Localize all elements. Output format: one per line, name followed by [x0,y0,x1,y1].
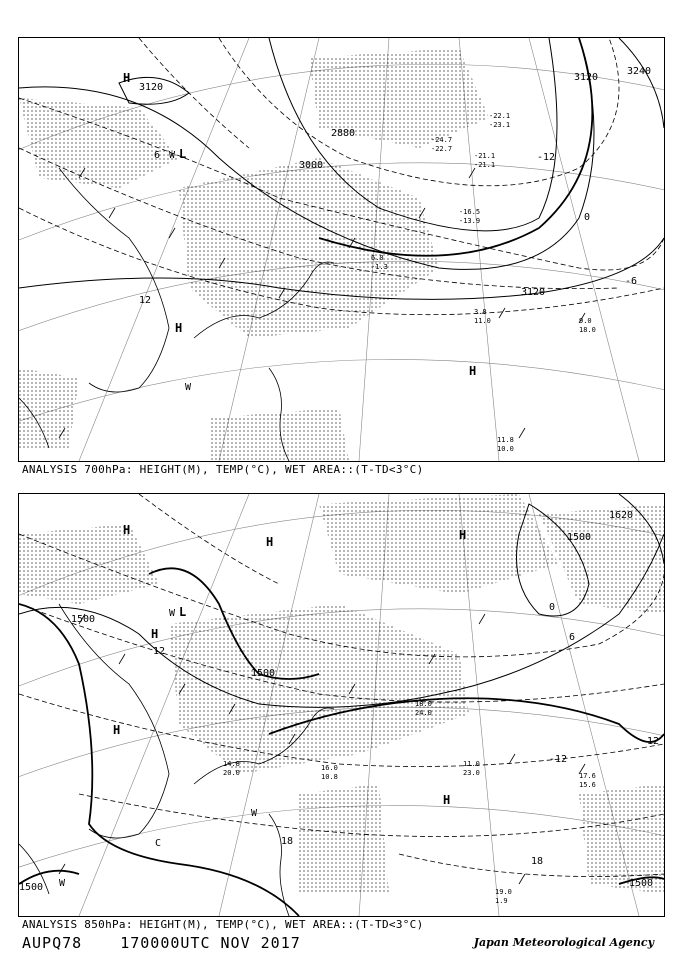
svg-text:9.0: 9.0 [579,317,592,325]
marker-c: C [155,838,162,849]
svg-text:18.0: 18.0 [579,326,596,334]
svg-text:-21.1: -21.1 [474,152,496,160]
height-label: 1620 [609,510,634,521]
svg-text:10.8: 10.8 [321,773,338,781]
map-850hpa [19,494,664,916]
station-plot [474,308,491,325]
svg-text:15.6: 15.6 [579,781,596,789]
height-label: 1500 [71,614,96,625]
station-plot [415,700,432,717]
height-label: 3240 [627,66,652,77]
station-plot [321,764,338,781]
temp-label: 0 [584,212,591,223]
map-panel-700hpa [18,37,665,462]
caption-850hpa: ANALYSIS 850hPa: HEIGHT(M), TEMP(°C), WET AREA::(T-TD<3°C) [22,918,424,931]
height-label: 3120 [574,72,599,83]
svg-text:17.6: 17.6 [579,772,596,780]
high-mark: H [459,528,467,542]
high-mark: H [113,723,121,737]
svg-text:-22.1: -22.1 [489,112,511,120]
height-label: 1500 [629,878,654,889]
chart-time: 170000UTC NOV 2017 [120,934,301,952]
svg-text:-24.7: -24.7 [431,136,453,144]
svg-text:19.0: 19.0 [495,888,512,896]
svg-text:24.0: 24.0 [415,709,432,717]
station-plot [495,888,512,905]
svg-text:11.0: 11.0 [463,760,480,768]
high-mark: H [443,793,451,807]
chart-code: AUPQ78 [22,934,83,952]
svg-text:11.8: 11.8 [497,436,514,444]
station-plot [579,772,596,789]
chart-header [22,934,329,952]
svg-text:-16.5: -16.5 [459,208,481,216]
temp-label: -12 [537,152,556,163]
height-label: 2880 [331,128,356,139]
svg-text:11.0: 11.0 [474,317,491,325]
temp-label: 6 [154,150,161,161]
svg-text:10.0: 10.0 [497,445,514,453]
temp-label: 18 [281,836,294,847]
marker-w: W [169,150,176,161]
temp-label: 0 [549,602,556,613]
marker-w: W [169,608,176,619]
station-plot [497,436,514,453]
svg-text:14.8: 14.8 [223,760,240,768]
high-mark: H [123,523,131,537]
high-mark: H [266,535,274,549]
high-mark: H [175,321,183,335]
svg-text:20.0: 20.0 [223,769,240,777]
svg-text:16.0: 16.0 [321,764,338,772]
svg-text:23.0: 23.0 [463,769,480,777]
caption-700hpa: ANALYSIS 700hPa: HEIGHT(M), TEMP(°C), WET AREA::(T-TD<3°C) [22,463,424,476]
wet-areas [19,48,489,461]
svg-text:1.9: 1.9 [495,897,508,905]
station-plot [579,317,596,334]
svg-text:18.0: 18.0 [415,700,432,708]
height-label: 3000 [299,160,324,171]
low-mark: L [179,147,187,161]
temp-label: -6 [625,276,638,287]
svg-text:-13.9: -13.9 [459,217,481,225]
svg-text:-21.1: -21.1 [474,161,496,169]
station-plot [489,112,510,129]
marker-w: W [251,808,258,819]
map-panel-850hpa [18,493,665,917]
height-label: 1500 [251,668,276,679]
low-mark: L [179,605,187,619]
temp-label: -12 [549,754,568,765]
high-mark: H [151,627,159,641]
high-mark: H [469,364,477,378]
station-plot [431,136,452,153]
height-label: 3120 [139,82,164,93]
map-700hpa [19,38,664,461]
temp-label: 12 [153,646,166,657]
svg-text:3.8: 3.8 [474,308,487,316]
marker-w: W [185,382,192,393]
station-plot [223,760,240,777]
station-plot [474,152,495,169]
agency-name: Japan Meteorological Agency [473,936,654,949]
temp-label: 6 [569,632,576,643]
height-label: 1500 [567,532,592,543]
marker-w: W [59,878,66,889]
station-plot [463,760,480,777]
wet-areas [19,494,664,894]
svg-text:6.0: 6.0 [371,254,384,262]
height-label: 1500 [19,882,44,893]
svg-text:-22.7: -22.7 [431,145,453,153]
temp-label: 12 [139,295,152,306]
station-plot [459,208,480,225]
height-label: 3120 [521,287,546,298]
high-mark: H [123,71,131,85]
svg-text:-23.1: -23.1 [489,121,511,129]
svg-text:-1.3: -1.3 [371,263,388,271]
temp-label: 18 [531,856,544,867]
temp-label: 12 [647,736,660,747]
